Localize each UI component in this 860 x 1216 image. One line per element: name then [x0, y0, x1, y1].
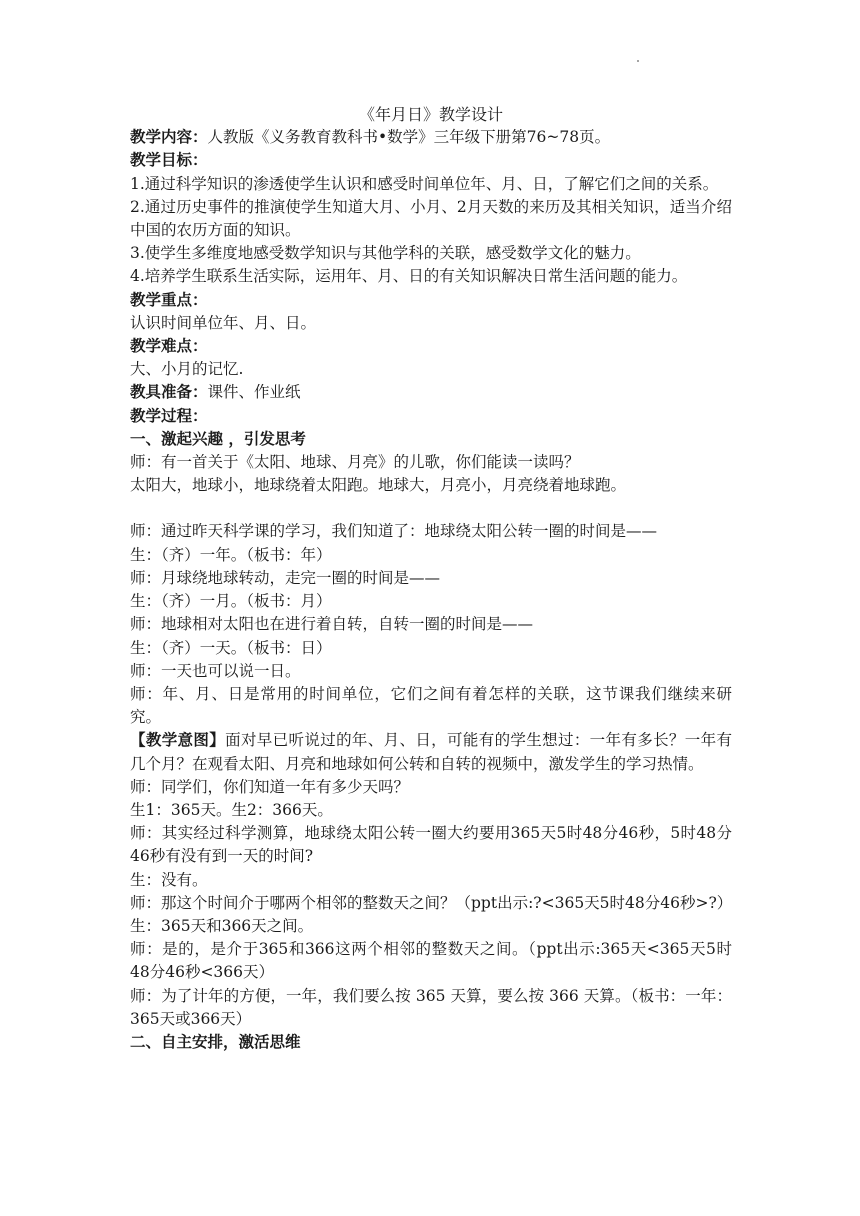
dialogue-line: 生：（齐）一天。（板书：日）	[130, 638, 332, 657]
dialogue-line: 师：那这个时间介于哪两个相邻的整数天之间？（ppt出示:?<365天5时48分46秒>?）	[130, 893, 733, 912]
teaching-intent-text: 面对早已听说过的年、月、日，可能有的学生想过：一年有多长？一年有几个月？在观看太阳、月亮和地球如何公转和自转的视频中，激发学生的学习热情。	[130, 731, 732, 773]
process-heading: 教学过程：	[130, 406, 208, 425]
page-mark-dot	[637, 60, 639, 62]
teaching-content-text: 人教版《义务教育教科书•数学》三年级下册第76~78页。	[207, 128, 611, 147]
dialogue-line: 生：（齐）一月。（板书：月）	[130, 592, 332, 611]
objectives-heading: 教学目标：	[130, 151, 208, 170]
dialogue-line: 生：（齐）一年。（板书：年）	[130, 545, 332, 564]
section1-heading: 一、激起兴趣 ，引发思考	[130, 429, 306, 448]
dialogue-line: 师：为了计年的方便，一年，我们要么按 365 天算，要么按 366 天算。（板书：一年：365天或366天）	[130, 986, 732, 1028]
tools-label: 教具准备：	[130, 383, 208, 402]
dialogue-line: 师：月球绕地球转动，走完一圈的时间是——	[130, 568, 441, 587]
objective-item: 3.使学生多维度地感受数学知识与其他学科的关联，感受数学文化的魅力。	[130, 244, 641, 263]
tools-line	[130, 381, 732, 404]
tools-text: 课件、作业纸	[207, 383, 301, 402]
teaching-intent	[130, 729, 732, 775]
difficulty-heading: 教学难点：	[130, 336, 208, 355]
dialogue-line: 师：同学们，你们知道一年有多少天吗？	[130, 777, 410, 796]
section2-heading: 二、自主安排，激活思维	[130, 1032, 301, 1051]
document-title: 《年月日》教学设计	[358, 105, 503, 124]
dialogue-line: 师：是的，是介于365和366这两个相邻的整数天之间。（ppt出示:365天<365天5时48分46秒<366天）	[130, 940, 732, 982]
teaching-intent-label: 【教学意图】	[130, 731, 226, 750]
dialogue-line: 太阳大，地球小，地球绕着太阳跑。地球大，月亮小，月亮绕着地球跑。	[130, 476, 627, 495]
difficulty-text: 大、小月的记忆.	[130, 360, 244, 379]
dialogue-line: 师：通过昨天科学课的学习，我们知道了：地球绕太阳公转一圈的时间是——	[130, 522, 658, 541]
dialogue-line: 师：有一首关于《太阳、地球、月亮》的儿歌，你们能读一读吗？	[130, 452, 580, 471]
dialogue-line: 师：其实经过科学测算，地球绕太阳公转一圈大约要用365天5时48分46秒，5时48分46秒有没有到一天的时间?	[130, 824, 732, 866]
dialogue-line: 师：地球相对太阳也在进行着自转，自转一圈的时间是——	[130, 615, 534, 634]
dialogue-line: 生1：365天。生2：366天。	[130, 800, 333, 819]
objective-item: 1.通过科学知识的渗透使学生认识和感受时间单位年、月、日，了解它们之间的关系。	[130, 174, 719, 193]
dialogue-line: 师：一天也可以说一日。	[130, 661, 301, 680]
teaching-content	[130, 126, 732, 149]
dialogue-line: 生：365天和366天之间。	[130, 916, 314, 935]
dialogue-line: 生：没有。	[130, 870, 208, 889]
blank-line	[130, 497, 732, 520]
objective-item: 4.培养学生联系生活实际，运用年、月、日的有关知识解决日常生活问题的能力。	[130, 267, 688, 286]
key-point-heading: 教学重点：	[130, 290, 208, 309]
key-point-text: 认识时间单位年、月、日。	[130, 313, 317, 332]
teaching-content-label: 教学内容：	[130, 128, 208, 147]
dialogue-line: 师：年、月、日是常用的时间单位，它们之间有着怎样的关联，这节课我们继续来研究。	[130, 684, 732, 727]
document-page	[130, 103, 732, 1054]
objective-item: 2.通过历史事件的推演使学生知道大月、小月、2月天数的来历及其相关知识，适当介绍中国的农历方面的知识。	[130, 197, 732, 239]
